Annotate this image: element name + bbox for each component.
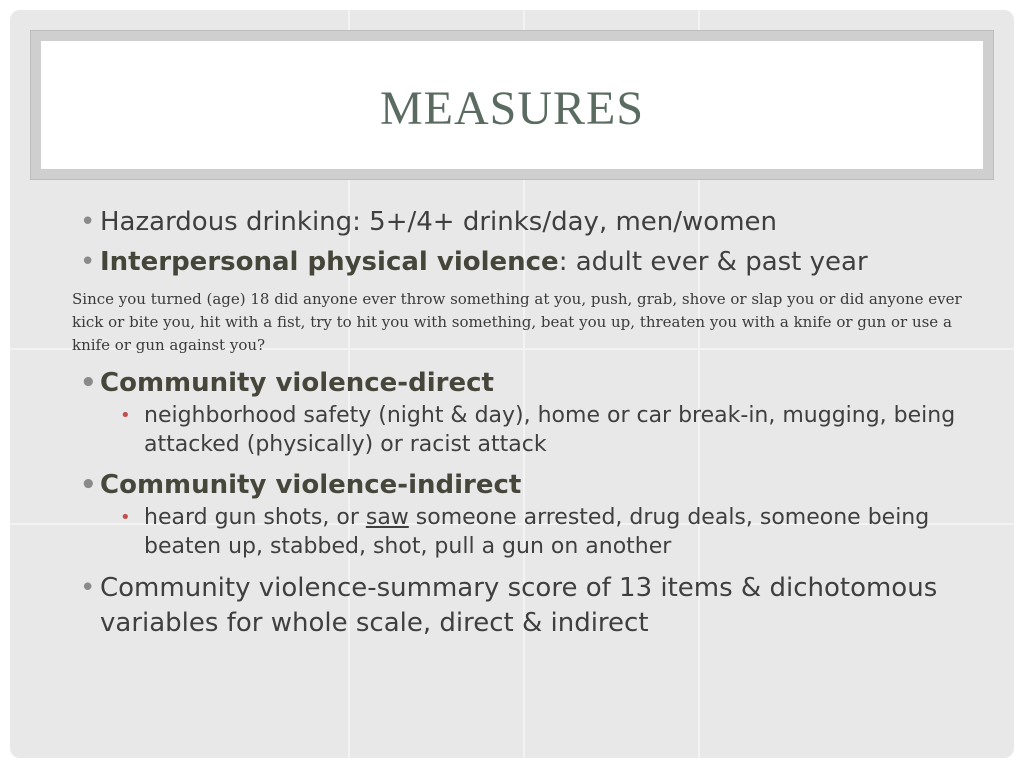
bullet-community-direct	[72, 365, 972, 401]
bullet-interpersonal-violence	[72, 242, 972, 282]
bullet-heading: Community violence-indirect	[100, 470, 522, 500]
bullet-community-indirect	[72, 467, 972, 503]
sub-bullet-text: heard gun shots, or	[144, 505, 366, 530]
slide-title: MEASURES	[379, 81, 645, 135]
sub-bullet-text: neighborhood safety (night & day), home or car break-in, mugging, being attacked (physically) or racist attack	[144, 403, 956, 457]
violence-question: Since you turned (age) 18 did anyone ever throw something at you, push, grab, shove or slap you or did anyone ever kick or bite you, hit with a fist, try to hit you with something, beat you up, threaten you with a knife or gun or use a knife or gun against you?	[72, 290, 962, 354]
bullet-bold-text: Interpersonal physical violence	[100, 247, 559, 277]
bullet-heading: Community violence-direct	[100, 368, 494, 398]
bullet-text: : adult ever & past year	[558, 247, 868, 277]
bullet-text: Community violence-summary score of 13 items & dichotomous variables for whole scale, direct & indirect	[100, 573, 938, 638]
sub-bullet-community-direct	[72, 401, 972, 459]
bullet-hazardous-drinking	[72, 202, 972, 242]
title-box	[41, 41, 983, 169]
slide	[10, 10, 1014, 758]
slide-content	[72, 200, 972, 641]
bullet-community-summary	[72, 571, 972, 641]
underlined-word: saw	[365, 505, 409, 530]
sub-bullet-text: someone arrested, drug deals, someone being beaten up, stabbed, shot, pull a gun on another	[144, 505, 930, 559]
title-frame	[30, 30, 994, 180]
bullet-text: Hazardous drinking: 5+/4+ drinks/day, men/women	[100, 207, 778, 237]
sub-bullet-community-indirect	[72, 503, 972, 561]
